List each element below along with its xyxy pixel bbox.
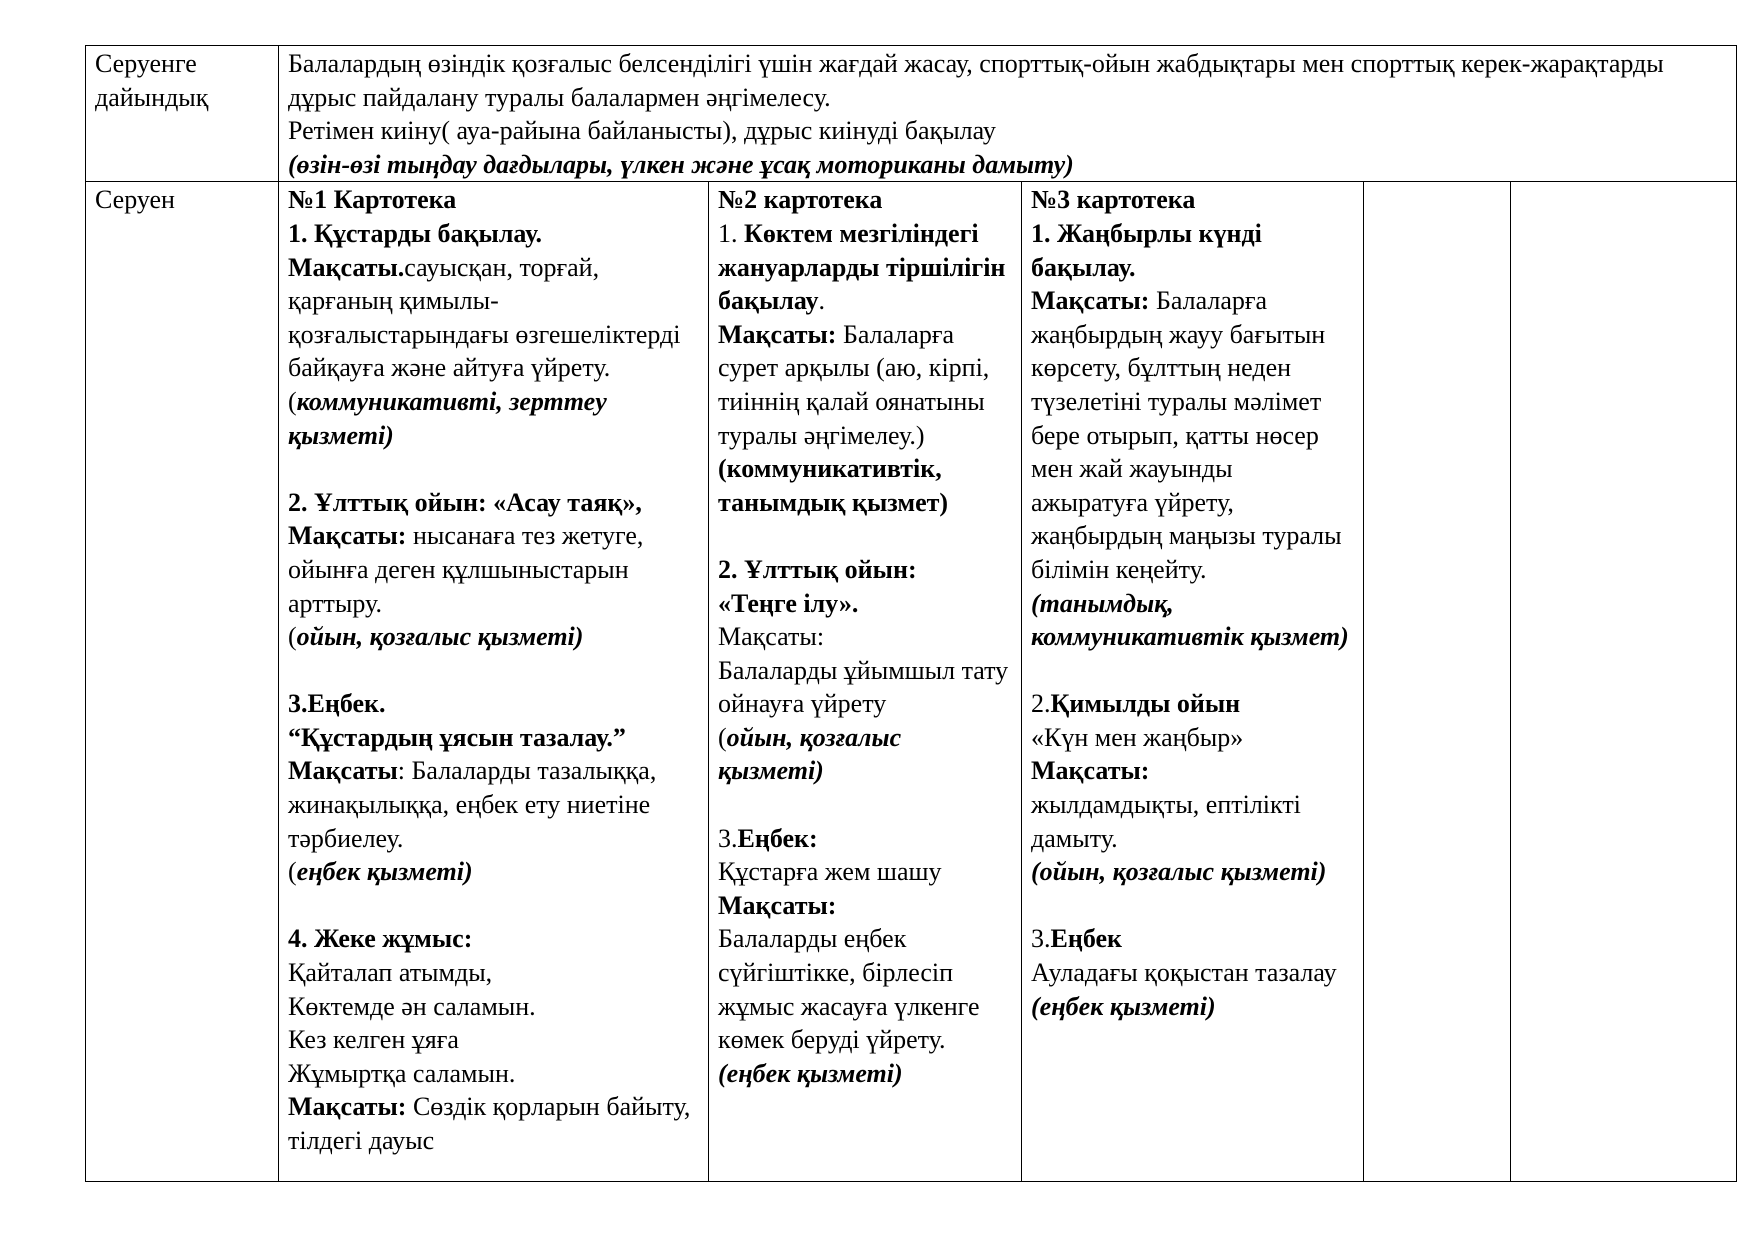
paren: ( [288,857,297,887]
card-2-work-goal: Балаларды еңбек сүйгіштікке, бірлесіп жұмыс жасауға үлкенге көмек беруді үйрету. [718,924,980,1055]
activity-text: ойын, қозғалыс қызметі) [718,722,902,786]
work-title-text: Еңбек [1050,924,1122,954]
activity-text: еңбек қызметі) [296,857,473,887]
preparation-skills: (өзін-өзі тыңдау дағдылары, үлкен және ұсақ моториканы дамыту) [288,149,1074,179]
activity-text: ойын, қозғалыс қызметі) [296,622,584,652]
goal-text: нысанаға тез жетуге, ойынға деген құлшыныстарын арттыру. [288,521,644,618]
goal-label: Мақсаты: [288,521,407,551]
poem-line: Кез келген ұяға [288,1025,459,1055]
spacer [288,452,699,486]
card-1-game-title: 2. Ұлттық ойын: «Асау таяқ», [288,487,642,517]
walk-row [86,182,1737,1182]
number: 3. [1031,924,1051,954]
goal-label: Мақсаты. [288,252,405,282]
card-3-game-activity: (ойын, қозғалыс қызметі) [1031,857,1327,887]
card-3-work-title [1031,922,1354,956]
card-3-cell [1022,182,1364,1182]
poem-line: Жұмыртқа саламын. [288,1058,516,1088]
card-1-game-goal [288,519,699,620]
card-2-game-activity [718,721,1012,788]
number: 3. [718,823,738,853]
daily-plan-table [85,45,1737,1182]
card-2-observation-activity: (коммуникативтік, танымдық қызмет) [718,454,949,517]
paren: ( [288,386,297,416]
goal-text: сауысқан, торғай, қарғаның қимылы-қозғалыстарындағы өзгешеліктерді байқауға және айтуға үйрету. [288,252,681,383]
card-1-individual-goal [288,1090,699,1157]
card-2-work-activity: (еңбек қызметі) [718,1058,903,1088]
dressing-text: Ретімен киіну( ауа-райына байланысты), дұрыс киінуді бақылау [288,116,996,146]
walk-preparation-row [86,46,1737,182]
card-1-observation-activity [288,385,699,452]
card-2-game-goal-label: Мақсаты: [718,622,825,652]
card-1-cell [279,182,709,1182]
work-title-text: Еңбек: [737,823,818,853]
card-1-individual-title: 4. Жеке жұмыс: [288,924,473,954]
game-title-text: Қимылды ойын [1050,689,1241,719]
card-3-work-activity: (еңбек қызметі) [1031,991,1216,1021]
spacer [718,519,1012,553]
spacer [288,654,699,688]
card-1-work-activity [288,855,699,889]
walk-preparation-label: Серуенге дайындық [86,46,279,182]
number: 1. [718,218,744,248]
activity-text: коммуникативті, зерттеу қызметі) [288,386,607,450]
goal-label: Мақсаты: [288,1092,407,1122]
card-3-game-title [1031,687,1354,721]
card-2-work-title [718,822,1012,856]
goal-label: Мақсаты: [1031,286,1150,316]
card-2-work-goal-label: Мақсаты: [718,890,837,920]
goal-text: Балаларға сурет арқылы (аю, кірпі, тиіннің қалай оянатыны туралы әңгімелеу.) [718,319,990,450]
paren: ( [718,722,727,752]
empty-cell-4 [1364,182,1511,1182]
card-2-work-name: Құстарға жем шашу [718,857,942,887]
card-3-observation-activity: (танымдық, коммуникативтік қызмет) [1031,588,1349,652]
paren: ( [288,622,297,652]
card-2-game-name: «Теңге ілу». [718,588,859,618]
card-3-game-goal-label: Мақсаты: [1031,756,1150,786]
number: 2. [1031,689,1051,719]
card-3-observation-title: 1. Жаңбырлы күнді бақылау. [1031,218,1262,282]
spacer [718,788,1012,822]
card-1-work-title: 3.Еңбек. [288,689,386,719]
card-3-game-name: «Күн мен жаңбыр» [1031,722,1244,752]
card-2-cell [709,182,1022,1182]
card-1-observation-goal [288,251,699,385]
preparation-text: Балалардың өзіндік қозғалыс белсенділігі үшін жағдай жасау, спорттық-ойын жабдықтары мен спорттық керек-жарақтарды дұрыс пайдалану туралы балалармен әңгімелесу. [288,49,1664,112]
observation-title-text: Көктем мезгіліндегі жануарларды тіршілігін бақылау [718,218,1006,316]
card-1-work-goal [288,754,699,855]
card-2-title: №2 картотека [718,185,883,215]
card-1-title: №1 Картотека [288,185,457,215]
spacer [288,889,699,923]
goal-label: Мақсаты: [718,319,837,349]
goal-text: Сөздік қорларын байыту, тілдегі дауыс [288,1092,691,1155]
walk-preparation-content [279,46,1737,182]
poem-line: Қайталап атымды, [288,958,493,988]
empty-cell-5 [1511,182,1737,1182]
card-2-observation-goal [718,318,1012,452]
card-3-game-goal: жылдамдықты, ептілікті дамыту. [1031,790,1301,853]
card-3-observation-goal [1031,284,1354,586]
card-1-game-activity [288,620,699,654]
goal-text: : Балаларды тазалыққа, жинақылыққа, еңбек ету ниетіне тәрбиелеу. [288,756,657,853]
card-1-work-name: “Құстардың ұясын тазалау.” [288,722,626,752]
dot: . [818,286,826,316]
card-2-game-goal: Балаларды ұйымшыл тату ойнауға үйрету [718,655,1009,719]
poem-line: Көктемде ән саламын. [288,991,536,1021]
walk-label: Серуен [86,182,279,1182]
spacer [1031,889,1354,923]
card-1-observation-title: 1. Құстарды бақылау. [288,218,542,248]
goal-label: Мақсаты [288,756,398,786]
spacer [1031,654,1354,688]
card-2-observation-title [718,217,1012,318]
card-2-game-title: 2. Ұлттық ойын: [718,554,917,584]
goal-text: Балаларға жаңбырдың жауу бағытын көрсету, бұлттың неден түзелетіні туралы мәлімет бере отырып, қатты нөсер мен жай жауынды ажыратуға үйрету, жаңбырдың маңызы туралы білімін кеңейту. [1031,286,1342,584]
card-3-title: №3 картотека [1031,185,1196,215]
card-3-work-name: Ауладағы қоқыстан тазалау [1031,958,1337,988]
